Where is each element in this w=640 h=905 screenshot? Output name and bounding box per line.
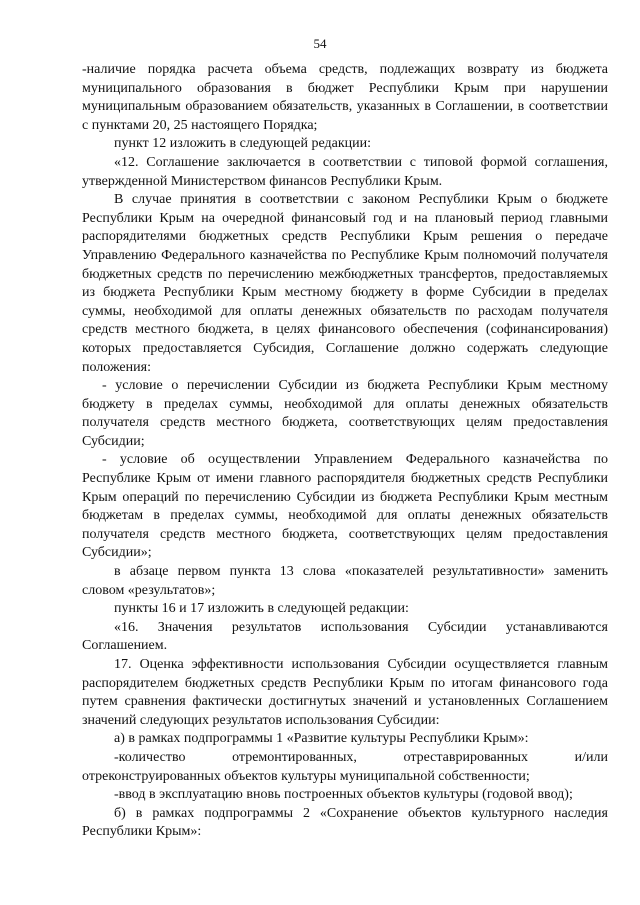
paragraph-7: в абзаце первом пункта 13 слова «показателей результативности» заменить словом «результатов»; [82,564,608,598]
paragraph-3: «12. Соглашение заключается в соответствии с типовой формой соглашения, утвержденной Министерством финансов Республики Крым. [82,154,608,189]
paragraph-8: пункты 16 и 17 изложить в следующей редакции: [114,601,409,617]
paragraph-9: «16. Значения результатов использования Субсидии устанавливаются Соглашением. [82,619,608,654]
document-body [82,61,608,842]
paragraph-13: -ввод в эксплуатацию вновь построенных объектов культуры (годовой ввод); [114,787,573,803]
page-number: 54 [313,36,327,51]
paragraph-14: б) в рамках подпрограммы 2 «Сохранение объектов культурного наследия Республики Крым»: [82,805,608,840]
paragraph-2: пункт 12 изложить в следующей редакции: [114,136,371,152]
paragraph-11: а) в рамках подпрограммы 1 «Развитие культуры Республики Крым»: [114,731,529,747]
paragraph-12: -количество отремонтированных, отреставрированных и/или отреконструированных объектов культуры муниципальной собственности; [82,749,608,784]
paragraph-4: В случае принятия в соответствии с законом Республики Крым о бюджете Республики Крым на очередной финансовый год и на плановый период главными распорядителями бюджетных средств Республики Крым решения о передаче Управлению Федерального казначейства по Республике Крым полномочий получателя бюджетных средств по перечислению межбюджетных трансфертов, предоставляемых из бюджета Республики Крым местному бюджету в форме Субсидии в пределах суммы, необходимой для оплаты денежных обязательств по расходам получателя средств местного бюджета, в целях финансового обеспечения (софинансирования) которых предоставляется Субсидия, Соглашение должно содержать следующие положения: [82,192,608,375]
paragraph-10: 17. Оценка эффективности использования Субсидии осуществляется главным распорядителем бюджетных средств Республики Крым по итогам финансового года путем сравнения фактически достигнутых значений и установленных Соглашением значений следующих результатов использования Субсидии: [82,657,608,728]
paragraph-1: -наличие порядка расчета объема средств, подлежащих возврату из бюджета муниципального образования в бюджет Республики Крым при нарушении муниципальным образованием обязательств, указанных в Соглашении, в соответствии с пунктами 20, 25 настоящего Порядка; [82,62,608,133]
paragraph-6: - условие об осуществлении Управлением Федерального казначейства по Республике Крым от имени главного распорядителя бюджетных средств Республики Крым операций по перечислению Субсидии из бюджета Республики Крым местным бюджетам в пределах суммы, необходимой для оплаты денежных обязательств получателя средств местного бюджета, соответствующих целям предоставления Субсидии»; [82,452,608,561]
paragraph-5: - условие о перечислении Субсидии из бюджета Республики Крым местному бюджету в пределах суммы, необходимой для оплаты денежных обязательств получателя средств местного бюджета, соответствующих целям предоставления Субсидии; [82,378,608,449]
